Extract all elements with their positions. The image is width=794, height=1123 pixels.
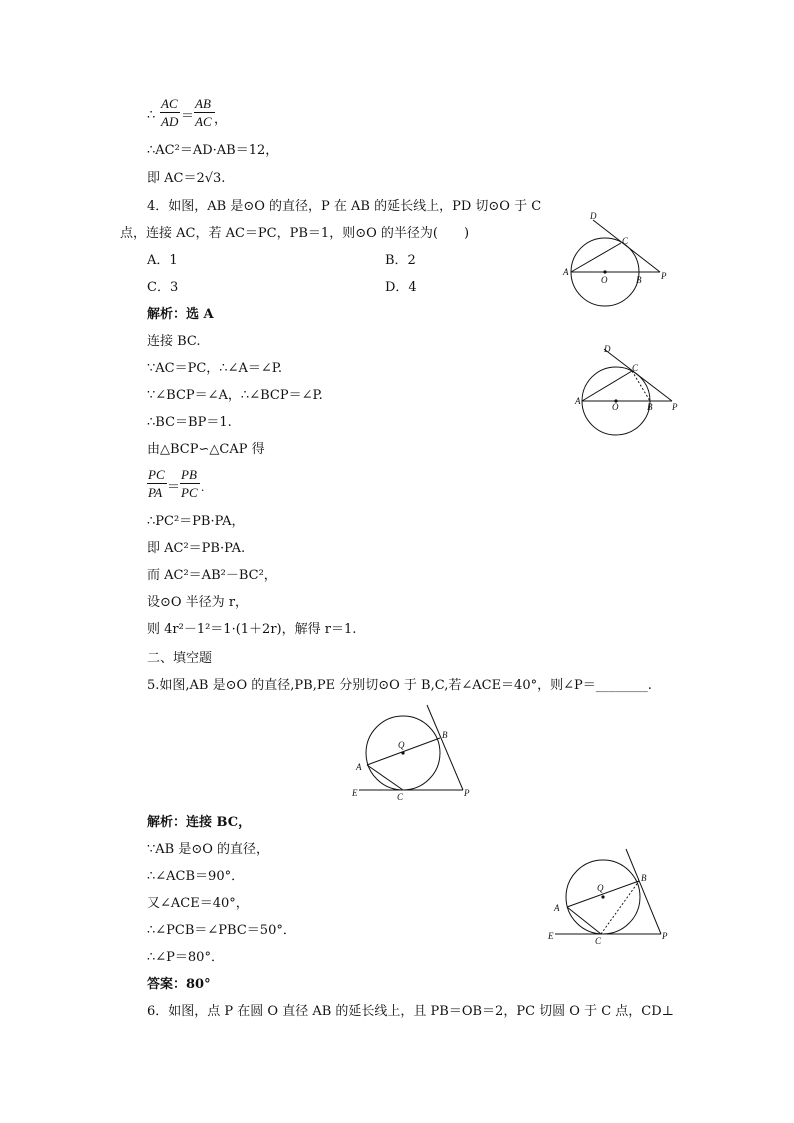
q5-step: ∴∠PCB＝∠PBC＝50°． [147,923,296,938]
q5-solution-head: 解析：连接 BC， [147,815,252,830]
fraction-numerator: PC [148,467,165,482]
q4-solution-head: 解析：选 A [147,307,214,322]
fraction-denominator: AD [161,114,179,129]
q4-option-c: C．3 [147,280,179,295]
label-o: O [612,402,619,412]
q4-step: 由△BCP∽△CAP 得 [147,442,265,457]
label-c: C [622,236,629,246]
q4-step: 连接 BC. [147,334,201,349]
fraction-pc-pa [147,467,217,503]
label-b: B [647,402,653,412]
label-e: E [352,788,358,798]
fraction-numerator: AB [195,96,211,111]
equals-sign: ＝ [181,108,195,123]
label-a: A [563,267,569,277]
q6-stem: 6．如图，点 P 在圆 O 直径 AB 的延长线上，且 PB＝OB＝2，PC 切圆 O 于 C 点，CD⊥ [147,1004,674,1019]
fraction-bar [147,483,167,484]
fraction-numerator: AC [161,96,178,111]
label-p: P [662,931,668,941]
q4-option-b: B．2 [385,253,416,268]
q4-step: 即 AC²＝PB·PA. [147,541,246,556]
q4-step: ∴PC²＝PB·PA， [147,514,245,529]
label-p: P [661,271,667,281]
label-b: B [641,873,647,883]
q5-step: 又∠ACE＝40°， [147,896,249,911]
q5-step: ∴∠ACB＝90°． [147,869,245,884]
prev-solution-line: ∴AC²＝AD·AB＝12， [147,143,279,158]
label-e: E [548,931,554,941]
q5-figure-question [345,700,480,805]
q5-step: ∵AB 是⊙O 的直径， [147,842,270,857]
label-q: Q [597,883,604,893]
q4-option-a: A．1 [147,253,178,268]
q4-option-d: D．4 [385,280,417,295]
q4-step: 而 AC²＝AB²－BC²， [147,568,277,583]
fraction-ab-ac [194,96,234,132]
fraction-denominator: PA [148,485,163,500]
fraction-denominator: PC [181,485,198,500]
equals-sign: ＝ [167,479,181,494]
q5-step: ∴∠P＝80°． [147,950,224,965]
q5-stem: 5.如图,AB 是⊙O 的直径,PB,PE 分别切⊙O 于 B,C,若∠ACE＝40°，则∠P＝________. [147,678,652,693]
prev-solution-line: 即 AC＝2√3. [147,171,226,186]
label-a: A [554,903,560,913]
q4-stem-line2: 点，连接 AC，若 AC＝PC，PB＝1，则⊙O 的半径为( ) [120,226,470,241]
comma: ， [214,111,228,126]
section-heading: 二、填空题 [147,651,213,666]
fraction-bar [180,483,200,484]
q4-stem-line1: 4．如图，AB 是⊙O 的直径，P 在 AB 的延长线上，PD 切⊙O 于 C [147,199,542,214]
q4-step: ∵AC＝PC，∴∠A＝∠P. [147,361,282,376]
fraction-bar [160,112,180,113]
q4-step: ∵∠BCP＝∠A，∴∠BCP＝∠P. [147,388,323,403]
q4-figure-question [560,210,675,310]
period: . [201,479,205,494]
label-d: D [604,344,611,354]
q4-figure-solution [572,344,687,444]
q5-answer: 答案：80° [147,977,211,992]
label-o: O [601,275,608,285]
label-p: P [672,402,678,412]
label-b: B [442,730,448,740]
label-p: P [464,788,470,798]
label-d: D [590,211,597,221]
label-c: C [595,936,602,946]
fraction-numerator: PB [181,467,197,482]
fraction-ac-ad [147,96,195,132]
label-q: Q [398,740,405,750]
therefore-symbol: ∴ [147,107,156,122]
q4-step: 则 4r²－1²＝1·(1＋2r)，解得 r＝1. [147,622,357,637]
fraction-denominator: AC [195,114,212,129]
label-c: C [632,363,639,373]
q4-step: ∴BC＝BP＝1. [147,415,232,430]
label-a: A [575,396,581,406]
label-b: B [636,275,642,285]
fraction-bar [194,112,215,113]
label-c: C [397,792,404,802]
q4-step: 设⊙O 半径为 r， [147,595,249,610]
q5-figure-solution [545,845,680,950]
label-a: A [356,762,362,772]
